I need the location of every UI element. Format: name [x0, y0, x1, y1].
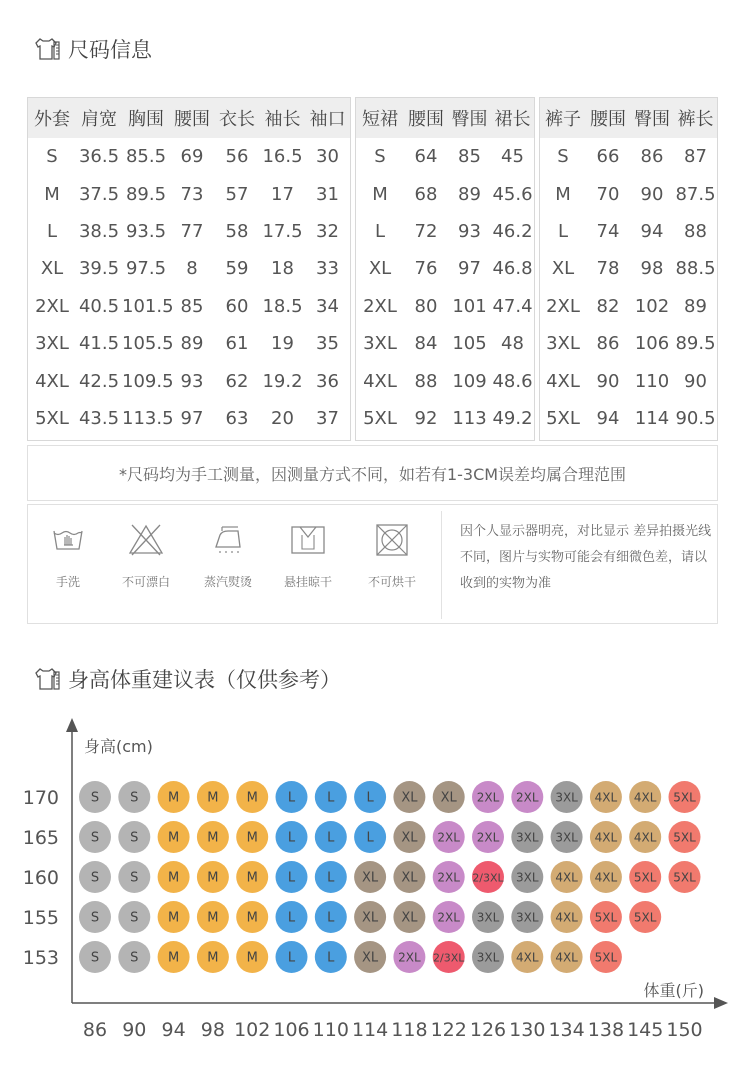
table-cell: 74 — [596, 220, 620, 242]
table-cell: 85 — [458, 146, 481, 168]
size-dot-label: L — [287, 950, 296, 966]
table-cell: XL — [40, 258, 64, 280]
height-weight-chart — [0, 700, 750, 1066]
table-cell: L — [46, 220, 58, 242]
size-dot-label: L — [366, 790, 374, 806]
x-tick-label: 94 — [161, 1019, 186, 1041]
table-cell: 86 — [596, 333, 620, 355]
table-cell: 63 — [225, 407, 249, 429]
size-dot-label: 2XL — [437, 830, 460, 845]
size-dot-label: M — [246, 870, 258, 886]
table-cell: 4XL — [363, 370, 397, 392]
table-cell: 37 — [316, 407, 339, 429]
size-dot-label: 4XL — [633, 830, 657, 845]
table-row — [356, 288, 534, 325]
size-dot-label: 4XL — [633, 790, 657, 805]
size-dot-label: L — [327, 830, 335, 846]
table-cell: 64 — [414, 146, 438, 168]
table-cell: 60 — [225, 295, 249, 317]
table-cell: 62 — [225, 370, 249, 392]
size-dot-label: M — [246, 950, 258, 966]
care-item-no-bleach — [106, 521, 186, 590]
table-cell: 89 — [458, 183, 481, 205]
size-dot-label: 4XL — [516, 950, 539, 965]
table-cell: 94 — [640, 220, 664, 242]
no-tumble-dry-icon — [372, 521, 412, 559]
x-tick-label: 145 — [627, 1019, 664, 1041]
x-axis-label: 体重(斤) — [643, 981, 704, 1000]
table-cell: 61 — [225, 333, 249, 355]
size-dot-label: M — [207, 870, 219, 886]
size-dot-label: 5XL — [633, 870, 657, 885]
care-item-hand-wash — [28, 521, 108, 590]
column-header: 外套 — [34, 109, 70, 130]
size-dot-label: M — [167, 950, 180, 966]
table-row — [28, 325, 350, 362]
table-cell: 5XL — [363, 407, 397, 429]
size-dot-label: S — [90, 910, 100, 926]
size-info-title-text: 尺码信息 — [68, 38, 152, 62]
size-dot-label: 2XL — [437, 910, 460, 925]
size-dot-label: 3XL — [516, 910, 539, 925]
column-header: 裤子 — [545, 109, 581, 130]
size-dot-label: 5XL — [594, 910, 618, 925]
size-dot-label: 2XL — [476, 790, 500, 805]
size-info-title — [34, 34, 152, 64]
table-cell: 45 — [501, 146, 524, 168]
table-cell: 3XL — [35, 333, 69, 355]
table-cell: 4XL — [35, 370, 69, 392]
size-dot-label: 4XL — [555, 870, 578, 885]
size-dot-label: XL — [401, 870, 418, 886]
table-cell: 80 — [414, 295, 438, 317]
table-cell: 89.5 — [675, 333, 716, 355]
table-cell: L — [557, 220, 569, 242]
table-cell: 98 — [640, 258, 664, 280]
table-cell: 46.2 — [492, 220, 533, 242]
care-item-steam-iron — [188, 521, 268, 590]
table-cell: 19 — [271, 333, 294, 355]
table-cell: 97 — [458, 258, 481, 280]
table-cell: 76 — [414, 258, 438, 280]
table-cell: 109.5 — [122, 370, 174, 392]
x-tick-label: 126 — [469, 1019, 507, 1041]
y-tick-label: 153 — [22, 947, 59, 969]
column-header: 肩宽 — [81, 109, 117, 130]
table-row — [28, 362, 350, 399]
size-dot-label: 3XL — [516, 830, 539, 845]
table-cell: 82 — [596, 295, 620, 317]
coat-size-table — [27, 97, 351, 441]
size-dot-label: 5XL — [633, 910, 657, 925]
table-cell: 69 — [180, 146, 204, 168]
table-cell: 113 — [452, 407, 487, 429]
table-cell: 46.8 — [492, 258, 533, 280]
size-dot-label: M — [207, 950, 219, 966]
care-panel — [27, 504, 718, 624]
table-cell: 40.5 — [78, 295, 120, 317]
table-cell: 114 — [634, 407, 670, 429]
no-bleach-icon — [126, 521, 166, 559]
table-cell: 35 — [316, 333, 339, 355]
table-cell: XL — [551, 258, 575, 280]
y-axis-label: 身高(cm) — [84, 737, 153, 756]
table-cell: 85 — [180, 295, 204, 317]
table-cell: 8 — [186, 258, 198, 280]
size-dot-label: L — [327, 910, 335, 926]
table-cell: 77 — [180, 220, 204, 242]
x-tick-label: 150 — [666, 1019, 703, 1041]
table-cell: 2XL — [363, 295, 397, 317]
table-cell: 110 — [634, 370, 670, 392]
table-row — [28, 250, 350, 287]
y-tick-label: 165 — [22, 827, 59, 849]
table-row — [28, 175, 350, 212]
table-cell: 58 — [225, 220, 249, 242]
table-cell: 20 — [271, 407, 294, 429]
care-item-hang-dry — [268, 521, 348, 590]
table-cell: 43.5 — [78, 407, 120, 429]
measurement-note-text: *尺码均为手工测量，因测量方式不同，如若有1-3CM误差均属合理范围 — [118, 464, 627, 484]
table-cell: 48.6 — [492, 370, 533, 392]
table-cell: 97.5 — [125, 258, 167, 280]
size-dot-label: 4XL — [594, 790, 618, 805]
table-row — [540, 325, 717, 362]
size-dot-label: 2XL — [476, 830, 500, 845]
table-row — [356, 362, 534, 399]
column-header: 袖长 — [264, 109, 301, 130]
column-header: 腰围 — [408, 109, 444, 130]
column-header: 短裙 — [362, 109, 398, 130]
size-dot-label: XL — [362, 870, 379, 886]
size-dot-label: 4XL — [594, 830, 618, 845]
size-dot-label: 3XL — [555, 830, 578, 845]
size-dot-label: S — [90, 790, 100, 806]
table-cell: 101.5 — [122, 295, 174, 317]
table-cell: 5XL — [546, 407, 580, 429]
pants-size-table — [539, 97, 718, 441]
y-tick-label: 160 — [22, 867, 59, 889]
table-cell: 87 — [684, 146, 707, 168]
size-dot-label: L — [287, 790, 296, 806]
size-dot-label: M — [207, 830, 219, 846]
size-dot-label: S — [130, 950, 139, 966]
size-dot-label: M — [167, 870, 180, 886]
table-row — [28, 288, 350, 325]
care-divider — [441, 511, 442, 619]
table-cell: 101 — [452, 295, 487, 317]
table-cell: 87.5 — [675, 183, 716, 205]
size-dot-label: M — [246, 910, 258, 926]
size-dot-label: 2XL — [398, 950, 421, 965]
table-cell: 73 — [180, 183, 204, 205]
x-tick-label: 110 — [312, 1019, 349, 1041]
table-cell: 113.5 — [122, 407, 174, 429]
size-dot-label: 5XL — [594, 950, 618, 965]
size-dot-label: XL — [362, 910, 379, 926]
table-cell: 4XL — [546, 370, 580, 392]
table-cell: 88.5 — [675, 258, 716, 280]
table-header — [540, 98, 717, 138]
table-cell: 56 — [225, 146, 249, 168]
x-tick-label: 138 — [587, 1019, 625, 1041]
x-tick-label: 118 — [391, 1019, 428, 1041]
table-row — [356, 138, 534, 175]
x-tick-label: 102 — [234, 1019, 271, 1041]
table-cell: 106 — [634, 333, 670, 355]
care-label: 不可烘干 — [367, 575, 416, 589]
size-dot-label: 4XL — [594, 870, 618, 885]
size-dot-label: L — [287, 830, 296, 846]
care-label: 不可漂白 — [121, 575, 170, 589]
x-tick-label: 114 — [351, 1019, 389, 1041]
steam-iron-icon — [208, 521, 248, 559]
table-row — [356, 175, 534, 212]
table-cell: 30 — [316, 146, 339, 168]
y-axis-arrow — [66, 718, 78, 732]
table-cell: 88 — [414, 370, 438, 392]
column-header: 臀围 — [634, 109, 670, 130]
table-cell: 85.5 — [125, 146, 167, 168]
hang-dry-icon — [288, 521, 328, 559]
table-cell: 18.5 — [262, 295, 303, 317]
size-dot-label: S — [130, 790, 139, 806]
table-cell: S — [374, 146, 386, 168]
size-dot-label: M — [246, 790, 258, 806]
table-cell: 18 — [271, 258, 294, 280]
size-dot-label: M — [246, 830, 258, 846]
hand-wash-icon — [48, 521, 88, 559]
table-cell: 32 — [316, 220, 339, 242]
table-row — [540, 138, 717, 175]
table-cell: S — [557, 146, 569, 168]
size-dot-label: S — [130, 830, 139, 846]
table-cell: 2XL — [546, 295, 580, 317]
table-cell: 89.5 — [125, 183, 167, 205]
table-cell: 17.5 — [262, 220, 303, 242]
table-cell: 92 — [414, 407, 438, 429]
size-dot-label: 3XL — [516, 870, 539, 885]
table-cell: M — [44, 183, 60, 205]
size-dot-label: M — [167, 910, 180, 926]
size-dot-label: M — [207, 910, 219, 926]
table-cell: 94 — [596, 407, 620, 429]
x-axis-arrow — [714, 997, 728, 1009]
column-header: 臀围 — [451, 109, 488, 130]
table-cell: 17 — [271, 183, 294, 205]
table-cell: 36 — [316, 370, 339, 392]
table-cell: 88 — [684, 220, 707, 242]
x-tick-label: 106 — [273, 1019, 310, 1041]
size-dot-label: 2XL — [516, 790, 539, 805]
x-tick-label: 134 — [548, 1019, 585, 1041]
table-cell: 45.6 — [492, 183, 533, 205]
table-cell: 57 — [225, 183, 249, 205]
size-dot-label: L — [327, 950, 335, 966]
table-row — [540, 213, 717, 250]
x-tick-label: 130 — [509, 1019, 546, 1041]
size-dot-label: S — [90, 950, 100, 966]
size-dot-label: 2/3XL — [433, 951, 465, 965]
size-dot-label: 5XL — [673, 870, 696, 885]
table-cell: 89 — [180, 333, 204, 355]
table-cell: 105.5 — [122, 333, 174, 355]
size-dot-label: 3XL — [476, 910, 500, 925]
table-cell: 19.2 — [262, 370, 303, 392]
table-cell: 86 — [640, 146, 664, 168]
x-tick-label: 122 — [430, 1019, 467, 1041]
table-cell: 90 — [640, 183, 664, 205]
table-cell: 102 — [634, 295, 670, 317]
size-dot-label: 3XL — [476, 950, 500, 965]
size-dot-label: 3XL — [555, 790, 578, 805]
size-dot-label: L — [327, 790, 335, 806]
skirt-size-table — [355, 97, 535, 441]
table-cell: 89 — [684, 295, 707, 317]
table-row — [28, 213, 350, 250]
table-row — [540, 400, 717, 437]
table-cell: 39.5 — [78, 258, 120, 280]
table-cell: 31 — [316, 183, 339, 205]
height-weight-title-text: 身高体重建议表（仅供参考） — [68, 668, 341, 692]
table-cell: 34 — [316, 295, 339, 317]
table-cell: 36.5 — [78, 146, 120, 168]
x-tick-label: 98 — [200, 1019, 225, 1041]
table-cell: 66 — [596, 146, 620, 168]
x-tick-label: 90 — [122, 1019, 147, 1041]
table-row — [356, 325, 534, 362]
care-label: 手洗 — [55, 575, 80, 589]
table-row — [28, 400, 350, 437]
table-cell: 70 — [596, 183, 620, 205]
table-cell: 3XL — [363, 333, 397, 355]
care-label: 悬挂晾干 — [283, 575, 332, 589]
size-dot-label: M — [167, 830, 180, 846]
column-header: 胸围 — [128, 109, 164, 130]
table-cell: 78 — [596, 258, 620, 280]
table-cell: 37.5 — [78, 183, 120, 205]
size-dot-label: 4XL — [555, 950, 578, 965]
y-tick-label: 155 — [22, 907, 59, 929]
table-row — [540, 362, 717, 399]
size-dot-label: XL — [440, 790, 457, 806]
table-cell: 72 — [414, 220, 438, 242]
table-cell: 3XL — [546, 333, 580, 355]
y-tick-label: 170 — [22, 787, 59, 809]
table-cell: 68 — [414, 183, 438, 205]
column-header: 腰围 — [174, 109, 210, 130]
table-cell: 42.5 — [78, 370, 120, 392]
table-cell: 41.5 — [78, 333, 120, 355]
table-row — [356, 250, 534, 287]
table-cell: 93.5 — [125, 220, 167, 242]
table-cell: 93 — [180, 370, 204, 392]
size-dot-label: XL — [401, 790, 418, 806]
table-header — [28, 98, 350, 138]
table-cell: 90 — [596, 370, 620, 392]
table-cell: 97 — [180, 407, 204, 429]
table-cell: 93 — [458, 220, 481, 242]
color-difference-note: 因个人显示器明亮，对比显示 差异拍摄光线不同，图片与实物可能会有细微色差，请以收到的实物为准 — [460, 524, 712, 591]
size-dot-label: L — [327, 870, 335, 886]
column-header: 袖口 — [309, 109, 346, 130]
size-dot-label: M — [167, 790, 180, 806]
table-row — [540, 175, 717, 212]
size-dot-label: S — [130, 910, 139, 926]
table-cell: 84 — [414, 333, 438, 355]
table-cell: 90 — [684, 370, 707, 392]
size-dot-label: L — [366, 830, 374, 846]
table-cell: 47.4 — [492, 295, 533, 317]
table-cell: 38.5 — [78, 220, 120, 242]
care-label: 蒸汽熨烫 — [203, 575, 252, 589]
table-cell: M — [555, 183, 571, 205]
measurement-note — [27, 445, 718, 501]
size-dot-label: L — [287, 870, 296, 886]
table-cell: S — [46, 146, 58, 168]
size-dot-label: 5XL — [673, 790, 696, 805]
table-row — [540, 288, 717, 325]
size-dot-label: S — [90, 830, 100, 846]
table-cell: 5XL — [35, 407, 69, 429]
column-header: 裤长 — [677, 109, 714, 130]
column-header: 衣长 — [219, 109, 255, 130]
table-cell: 109 — [452, 370, 487, 392]
table-header — [356, 98, 534, 138]
table-cell: 90.5 — [675, 407, 716, 429]
table-row — [540, 250, 717, 287]
size-dot-label: L — [287, 910, 296, 926]
size-dot-label: XL — [401, 910, 418, 926]
table-row — [356, 400, 534, 437]
x-tick-label: 86 — [82, 1019, 108, 1041]
care-item-no-tumble-dry — [352, 521, 432, 590]
size-dot-label: S — [130, 870, 139, 886]
column-header: 裙长 — [494, 109, 531, 130]
table-cell: M — [372, 183, 388, 205]
table-cell: 33 — [316, 258, 339, 280]
table-cell: 49.2 — [492, 407, 533, 429]
shirt-ruler-icon — [34, 36, 62, 62]
size-dot-label: M — [207, 790, 219, 806]
table-cell: 16.5 — [262, 146, 303, 168]
column-header: 腰围 — [590, 109, 626, 130]
size-dot-label: 2XL — [437, 870, 460, 885]
shirt-ruler-icon — [34, 666, 62, 692]
table-cell: L — [374, 220, 386, 242]
table-cell: 59 — [225, 258, 249, 280]
height-weight-title — [34, 664, 341, 694]
size-dot-label: XL — [401, 830, 418, 846]
table-cell: 48 — [501, 333, 524, 355]
table-cell: XL — [368, 258, 392, 280]
size-dot-label: S — [90, 870, 100, 886]
size-dot-label: 5XL — [673, 830, 696, 845]
size-dot-label: 2/3XL — [472, 871, 504, 885]
table-cell: 2XL — [35, 295, 69, 317]
size-dot-label: XL — [362, 950, 379, 966]
table-row — [356, 213, 534, 250]
table-cell: 105 — [452, 333, 487, 355]
table-row — [28, 138, 350, 175]
size-dot-label: 4XL — [555, 910, 578, 925]
